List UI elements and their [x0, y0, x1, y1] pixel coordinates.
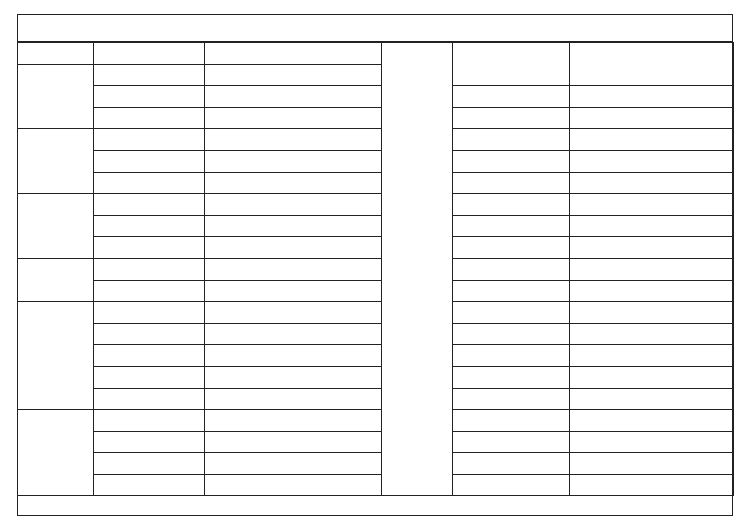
spec-label [94, 302, 205, 324]
spec-value [570, 453, 734, 475]
spec-label [94, 431, 205, 453]
spec-label [453, 323, 570, 345]
spec-label [453, 150, 570, 172]
table-row [18, 215, 734, 237]
category-cell [18, 410, 94, 496]
spec-label [453, 237, 570, 259]
spec-label [453, 388, 570, 410]
table-row [18, 129, 734, 151]
spec-value [205, 280, 382, 302]
spec-label [94, 474, 205, 496]
spec-label [453, 129, 570, 151]
spec-value [570, 194, 734, 216]
spec-value [205, 107, 382, 129]
spec-label [453, 474, 570, 496]
spec-value [205, 453, 382, 475]
spec-label [94, 150, 205, 172]
spec-label [94, 410, 205, 432]
spec-value [205, 129, 382, 151]
spec-value [205, 215, 382, 237]
spec-label [453, 345, 570, 367]
spec-sheet [17, 14, 733, 516]
spec-label [94, 280, 205, 302]
spec-value [205, 43, 382, 65]
table-row [18, 410, 734, 432]
spec-value [205, 194, 382, 216]
spec-label [94, 107, 205, 129]
spec-label [94, 345, 205, 367]
spec-value [570, 107, 734, 129]
category-cell [18, 302, 94, 410]
spec-label [453, 86, 570, 108]
table-row [18, 150, 734, 172]
table-row [18, 258, 734, 280]
spec-value [570, 366, 734, 388]
table-row [18, 323, 734, 345]
spec-label [453, 215, 570, 237]
spec-value [570, 410, 734, 432]
spec-value [570, 150, 734, 172]
table-row [18, 388, 734, 410]
spec-label [94, 258, 205, 280]
spec-value [570, 302, 734, 324]
spec-label [94, 215, 205, 237]
spec-value [570, 280, 734, 302]
spec-label [453, 431, 570, 453]
category-cell [18, 64, 94, 129]
languages-value [570, 43, 734, 86]
category-cell [18, 43, 94, 65]
spec-label [453, 194, 570, 216]
spec-label [453, 453, 570, 475]
table-row [18, 237, 734, 259]
spec-label [94, 129, 205, 151]
spec-value [205, 64, 382, 86]
spec-label [94, 172, 205, 194]
table-row [18, 43, 734, 65]
spec-label [453, 410, 570, 432]
spec-value [205, 86, 382, 108]
table-row [18, 366, 734, 388]
table-row [18, 302, 734, 324]
spec-label [453, 366, 570, 388]
spec-label [94, 323, 205, 345]
spec-label [94, 366, 205, 388]
spec-label [94, 237, 205, 259]
table-row [18, 345, 734, 367]
table-row [18, 431, 734, 453]
spec-label [94, 64, 205, 86]
spec-label [453, 280, 570, 302]
spec-value [570, 129, 734, 151]
spec-value [570, 237, 734, 259]
spec-table [17, 42, 734, 496]
spec-value [205, 431, 382, 453]
spec-value [205, 237, 382, 259]
spec-value [570, 345, 734, 367]
spec-value [205, 345, 382, 367]
category-cell [18, 194, 94, 259]
category-cell [18, 129, 94, 194]
spec-value [205, 302, 382, 324]
spec-label [94, 194, 205, 216]
table-row [18, 194, 734, 216]
spec-value [570, 86, 734, 108]
table-row [18, 172, 734, 194]
spec-value [570, 172, 734, 194]
page-title [18, 15, 732, 42]
table-row [18, 474, 734, 496]
spec-label [94, 388, 205, 410]
spec-value [205, 410, 382, 432]
spec-value [205, 323, 382, 345]
general-category-cell [382, 43, 453, 496]
table-row [18, 107, 734, 129]
languages-label [453, 43, 570, 86]
spec-value [570, 388, 734, 410]
spec-label [453, 172, 570, 194]
spec-label [94, 453, 205, 475]
spec-label [94, 43, 205, 65]
spec-value [570, 474, 734, 496]
spec-label [453, 302, 570, 324]
spec-value [570, 258, 734, 280]
table-row [18, 453, 734, 475]
spec-label [453, 258, 570, 280]
spec-value [205, 172, 382, 194]
table-row [18, 280, 734, 302]
table-row [18, 86, 734, 108]
spec-value [570, 431, 734, 453]
spec-label [453, 107, 570, 129]
spec-value [205, 150, 382, 172]
category-cell [18, 258, 94, 301]
spec-table-body [18, 43, 734, 496]
spec-value [205, 388, 382, 410]
spec-label [94, 86, 205, 108]
spec-value [570, 323, 734, 345]
spec-value [205, 366, 382, 388]
spec-value [570, 215, 734, 237]
spec-value [205, 258, 382, 280]
spec-value [205, 474, 382, 496]
